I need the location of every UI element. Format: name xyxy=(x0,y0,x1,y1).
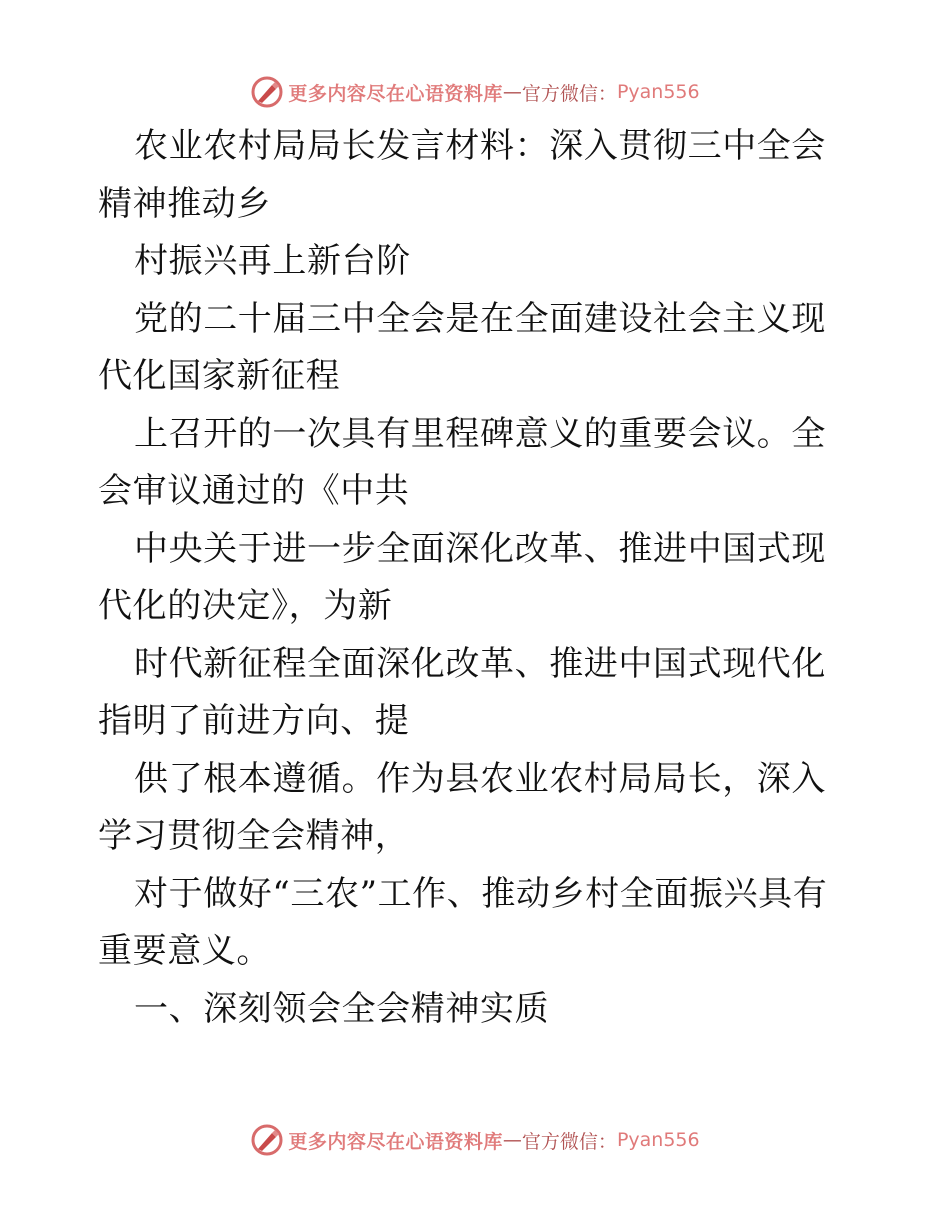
paragraph-body: 党的二十届三中全会是在全面建设社会主义现代化国家新征程 xyxy=(98,298,826,396)
paragraph-body: 供了根本遵循。作为县农业农村局局长，深入学习贯彻全会精神， xyxy=(98,758,826,856)
paragraph-body: 上召开的一次具有里程碑意义的重要会议。全会审议通过的《中共 xyxy=(98,413,826,511)
section-heading: 一、深刻领会全会精神实质 xyxy=(134,988,550,1029)
paragraph-title-line-2: 村振兴再上新台阶 xyxy=(134,241,411,281)
banner-subtitle: 官方微信： xyxy=(521,1130,617,1153)
paragraph-body: 对于做好“三农”工作、推动乡村全面振兴具有重要意义。 xyxy=(98,873,828,971)
banner-subtitle: 官方微信： xyxy=(521,82,617,105)
header-watermark-banner xyxy=(0,72,950,112)
banner-main-text: 更多内容尽在心语资料库 xyxy=(288,82,503,105)
footer-watermark-banner xyxy=(0,1120,950,1160)
document-body xyxy=(98,118,858,1038)
banner-wechat-id: Pyan556 xyxy=(616,81,700,103)
banner-separator: — xyxy=(502,81,522,103)
pen-nib-logo-icon xyxy=(250,1123,284,1157)
banner-main-text: 更多内容尽在心语资料库 xyxy=(288,1130,503,1153)
paragraph-body: 时代新征程全面深化改革、推进中国式现代化指明了前进方向、提 xyxy=(98,643,826,741)
paragraph-title-line-1: 农业农村局局长发言材料：深入贯彻三中全会精神推动乡 xyxy=(98,126,826,224)
pen-nib-logo-icon xyxy=(250,75,284,109)
banner-separator: — xyxy=(502,1129,522,1151)
paragraph-body: 中央关于进一步全面深化改革、推进中国式现代化的决定》，为新 xyxy=(98,528,826,626)
banner-wechat-id: Pyan556 xyxy=(616,1129,700,1151)
